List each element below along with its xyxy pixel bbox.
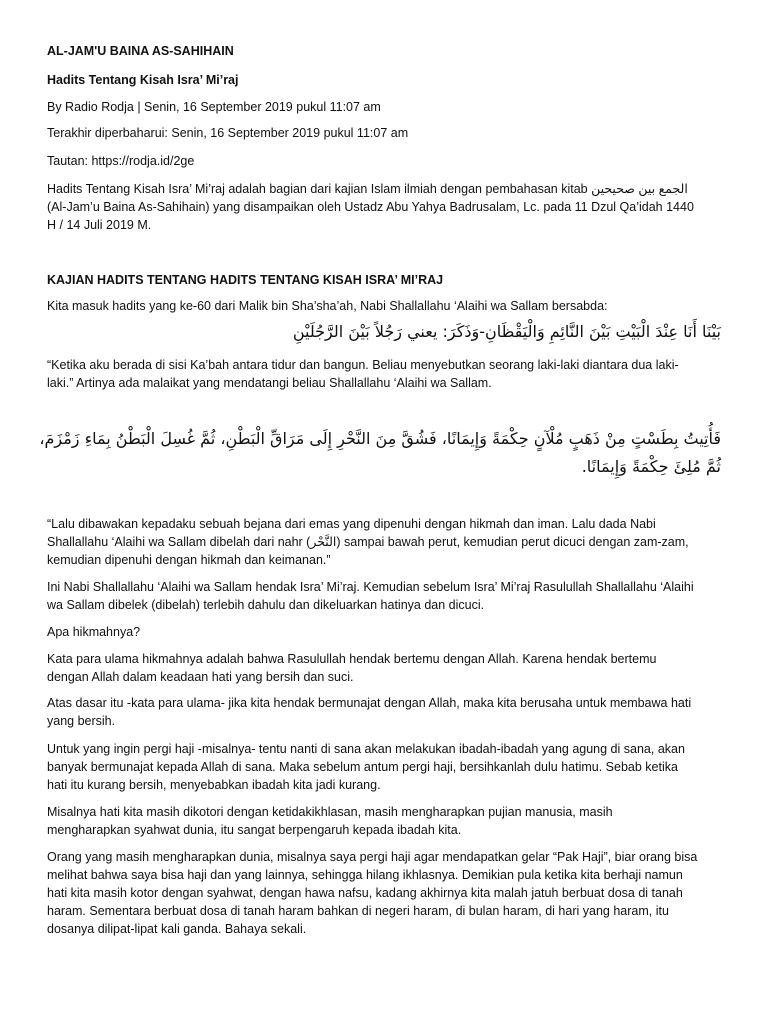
last-updated: Terakhir diperbaharui: Senin, 16 September 2019 pukul 11:07 am <box>47 126 409 140</box>
paragraph-line: Orang yang masih mengharapkan dunia, misalnya saya pergi haji agar mendapatkan gelar “Pak Haji”, biar orang bisa <box>47 850 698 864</box>
arabic-hadith-1: بَيْنَا أَنَا عِنْدَ الْبَيْتِ بَيْنَ النَّائِمِ وَالْيَقْظَانِ-وَذَكَرَ: يعني رَجُلاً بَيْنَ الرَّجُلَيْنِ <box>292 322 721 341</box>
paragraph-line: banyak bermunajat kepada Allah di sana. Maka sebelum antum pergi haji, bersihkanlah dulu hatimu. Sebab ketika <box>47 760 678 774</box>
paragraph-line: dosanya dilipat-lipat kali ganda. Bahaya sekali. <box>47 922 307 936</box>
paragraph-line: dengan Allah dalam keadaan hati yang bersih dan suci. <box>47 670 354 684</box>
paragraph-line: melihat bahwa saya bisa haji dan yang lainnya, sehingga hilang ikhlasnya. Demikian pula ketika kita berhaji namun <box>47 868 683 882</box>
paragraph-line: haram. Sementara berbuat dosa di tanah haram bahkan di negeri haram, di bulan haram, di hari yang haram, itu <box>47 904 669 918</box>
paragraph-line: Atas dasar itu -kata para ulama- jika kita hendak bermunajat dengan Allah, maka kita berusaha untuk membawa hati <box>47 696 692 710</box>
paragraph-line: Untuk yang ingin pergi haji -misalnya- tentu nanti di sana akan melakukan ibadah-ibadah yang agung di sana, akan <box>47 742 685 756</box>
quote-line: Shallallahu ‘Alaihi wa Sallam dibelah dari nahr (النَّحْر) sampai bawah perut, kemudian perut dicuci dengan zam-zam, <box>47 535 689 549</box>
short-link: Tautan: https://rodja.id/2ge <box>47 154 195 168</box>
section-heading: KAJIAN HADITS TENTANG HADITS TENTANG KISAH ISRA’ MI’RAJ <box>47 273 444 287</box>
doc-heading: AL-JAM'U BAINA AS-SAHIHAIN <box>47 44 234 58</box>
article-title: Hadits Tentang Kisah Isra’ Mi’raj <box>47 73 239 87</box>
paragraph-line: hati kita masih kotor dengan syahwat, dengan hawa nafsu, kadang akhirnya kita malah jatuh berbuat dosa di tanah <box>47 886 683 900</box>
intro-line-3: H / 14 Juli 2019 M. <box>47 218 152 232</box>
paragraph: Apa hikmahnya? <box>47 625 141 639</box>
paragraph-line: mengharapkan syahwat dunia, itu sangat berpengaruh kepada ibadah kita. <box>47 823 462 837</box>
paragraph: Kita masuk hadits yang ke-60 dari Malik bin Sha’sha’ah, Nabi Shallallahu ‘Alaihi wa Sallam bersabda: <box>47 299 608 313</box>
arabic-hadith-2: فَأُتِيتُ بِطَسْتٍ مِنْ ذَهَبٍ مُلْآنٍ حِكْمَةً وَإِيمَانًا، فَشُقَّ مِنَ النَّحْرِ إِلَى مَرَاقِّ الْبَطْنِ، ثُمَّ غُسِلَ الْبَطْنُ بِمَاءِ زَمْزَمَ، ثُمَّ مُلِئَ حِكْمَةً وَإِيمَانًا. <box>39 429 721 476</box>
quote-line: “Ketika aku berada di sisi Ka’bah antara tidur dan bangun. Beliau menyebutkan seorang laki-laki diantara dua laki- <box>47 358 679 372</box>
intro-line-1: Hadits Tentang Kisah Isra’ Mi’raj adalah bagian dari kajian Islam ilmiah dengan pembahasan kitab الجمع بين صحيحين <box>47 182 688 196</box>
byline: By Radio Rodja | Senin, 16 September 2019 pukul 11:07 am <box>47 100 381 114</box>
paragraph-line: Ini Nabi Shallallahu ‘Alaihi wa Sallam hendak Isra’ Mi’raj. Kemudian sebelum Isra’ Mi’raj Rasulullah Shallallahu ‘Alaihi <box>47 580 694 594</box>
intro-line-2: (Al-Jam’u Baina As-Sahihain) yang disampaikan oleh Ustadz Abu Yahya Badrusalam, Lc. pada 11 Dzul Qa’idah 1440 <box>47 200 694 214</box>
paragraph-line: Kata para ulama hikmahnya adalah bahwa Rasulullah hendak bertemu dengan Allah. Karena hendak bertemu <box>47 652 657 666</box>
quote-line: laki.” Artinya ada malaikat yang mendatangi beliau Shallallahu ‘Alaihi wa Sallam. <box>47 376 492 390</box>
paragraph-line: wa Sallam dibelek (dibelah) terlebih dahulu dan dikeluarkan hatinya dan dicuci. <box>47 598 485 612</box>
quote-line: “Lalu dibawakan kepadaku sebuah bejana dari emas yang dipenuhi dengan hikmah dan iman. Lalu dada Nabi <box>47 517 656 531</box>
paragraph-line: Misalnya hati kita masih dikotori dengan ketidakikhlasan, masih mengharapkan pujian manusia, masih <box>47 805 613 819</box>
paragraph-line: hati itu kurang bersih, menyebabkan ibadah kita jadi kurang. <box>47 778 381 792</box>
quote-line: kemudian dipenuhi dengan hikmah dan keimanan.” <box>47 553 331 567</box>
paragraph-line: yang bersih. <box>47 714 116 728</box>
